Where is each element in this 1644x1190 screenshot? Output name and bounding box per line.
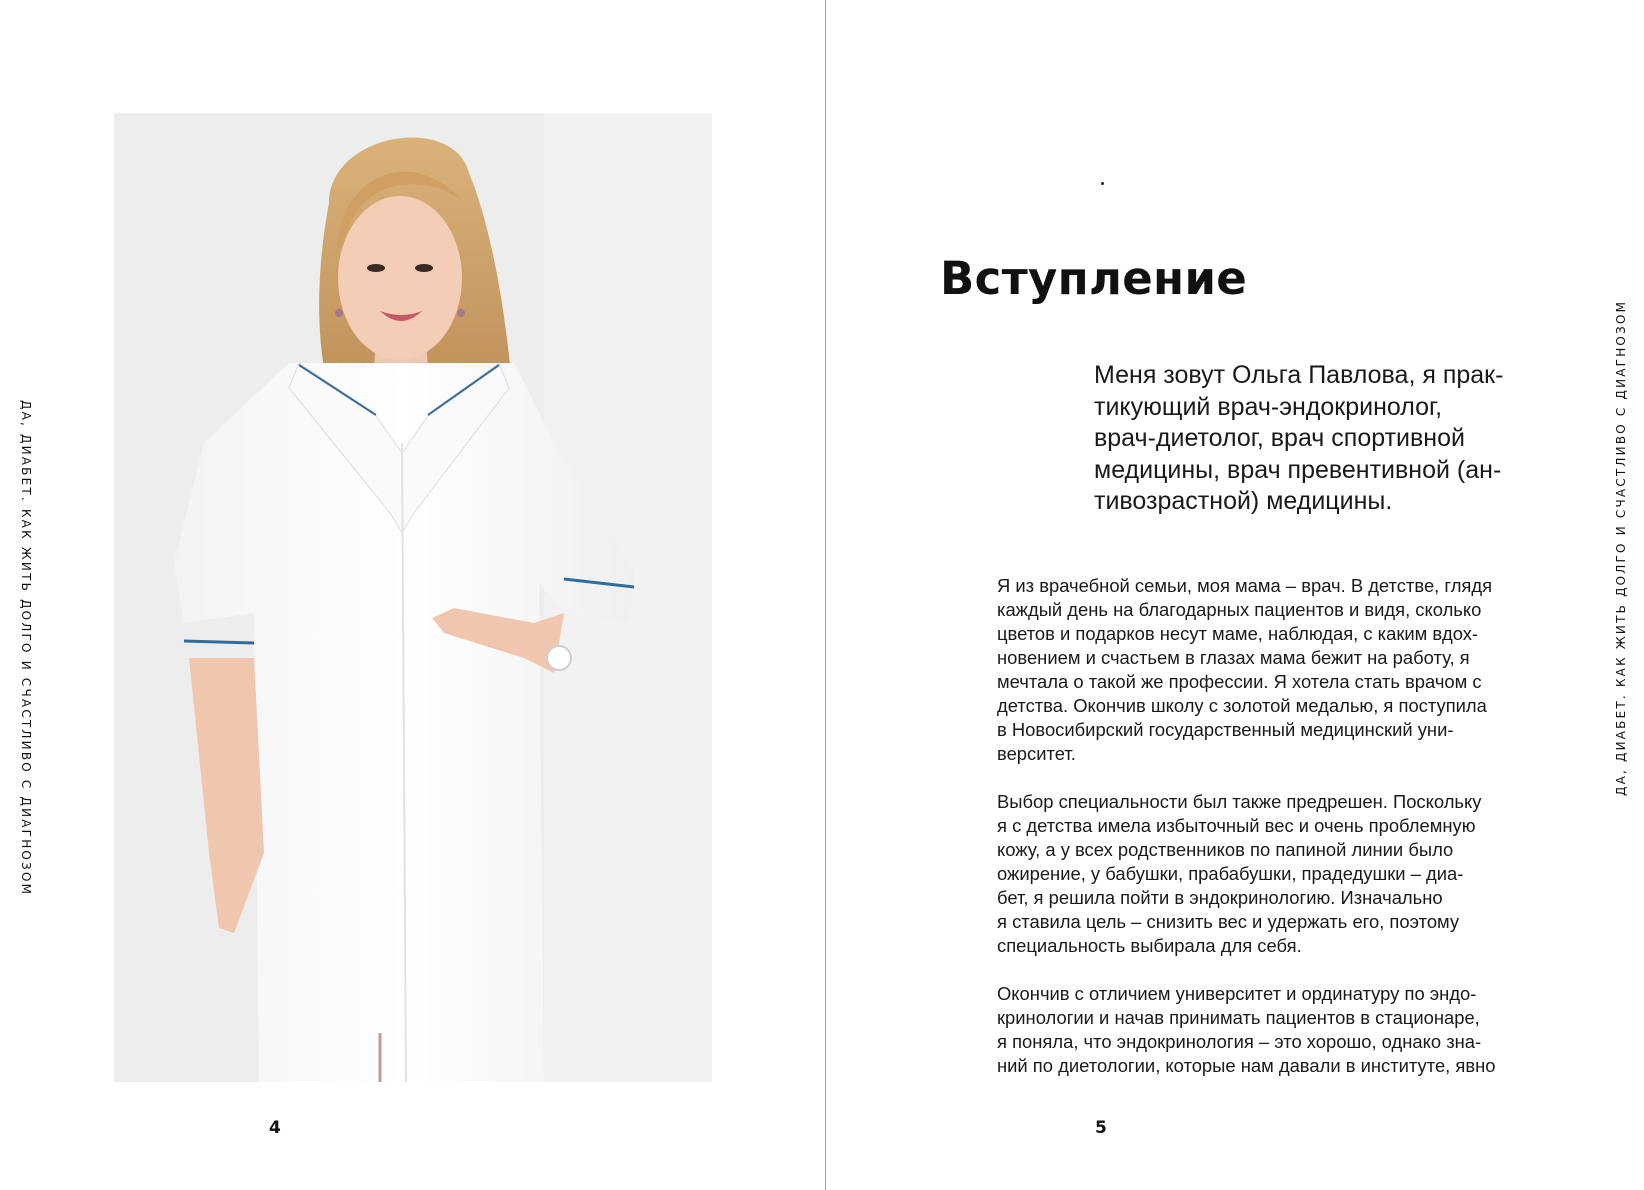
page-number-left: 4 — [269, 1118, 281, 1138]
decorative-dot — [1101, 182, 1104, 185]
body-paragraph: Я из врачебной семьи, моя мама – врач. В детстве, глядя каждый день на благодарных пациентов и видя, сколько цветов и подарков несут маме, наблюдая, с каким вдох- новением и счастьем в глазах мама бежит на работу, я мечтала о такой же профессии. Я хотела стать врачом с детства. Окончив школу с золотой медалью, я поступила в Новосибирский государственный медицинский уни- верситет. — [997, 575, 1493, 764]
body-paragraph: Выбор специальности был также предрешен. Поскольку я с детства имела избыточный вес и очень проблемную кожу, а у всех родственников по папиной линии было ожирение, у бабушки, прабабушки, прадедушки – диа- бет, я решила пойти в эндокринологию. Изначально я ставила цель – снизить вес и удержать его, поэтому специальность выбирала для себя. — [997, 791, 1482, 956]
page-number-right: 5 — [1095, 1118, 1107, 1138]
doctor-portrait-illustration — [114, 113, 712, 1082]
body-paragraph: Окончив с отличием университет и ординатуру по эндо- кринологии и начав принимать пациентов в стационаре, я поняла, что эндокринология – это хорошо, однако зна- ний по диетологии, которые нам давали в институте, явно — [997, 983, 1496, 1076]
portrait-photo — [114, 113, 712, 1082]
running-head-left: ДА, ДИАБЕТ. КАК ЖИТЬ ДОЛГО И СЧАСТЛИВО С ДИАГНОЗОМ — [19, 400, 33, 897]
book-spine-divider — [825, 0, 826, 1190]
body-text — [997, 574, 1538, 1078]
running-head-right: ДА, ДИАБЕТ. КАК ЖИТЬ ДОЛГО И СЧАСТЛИВО С ДИАГНОЗОМ — [1614, 299, 1628, 796]
chapter-heading: Вступление — [940, 252, 1248, 305]
lead-paragraph: Меня зовут Ольга Павлова, я прак- тикующий врач-эндокринолог, врач-диетолог, врач спортивной медицины, врач превентивной (ан- тивозрастной) медицины. — [1094, 361, 1504, 516]
